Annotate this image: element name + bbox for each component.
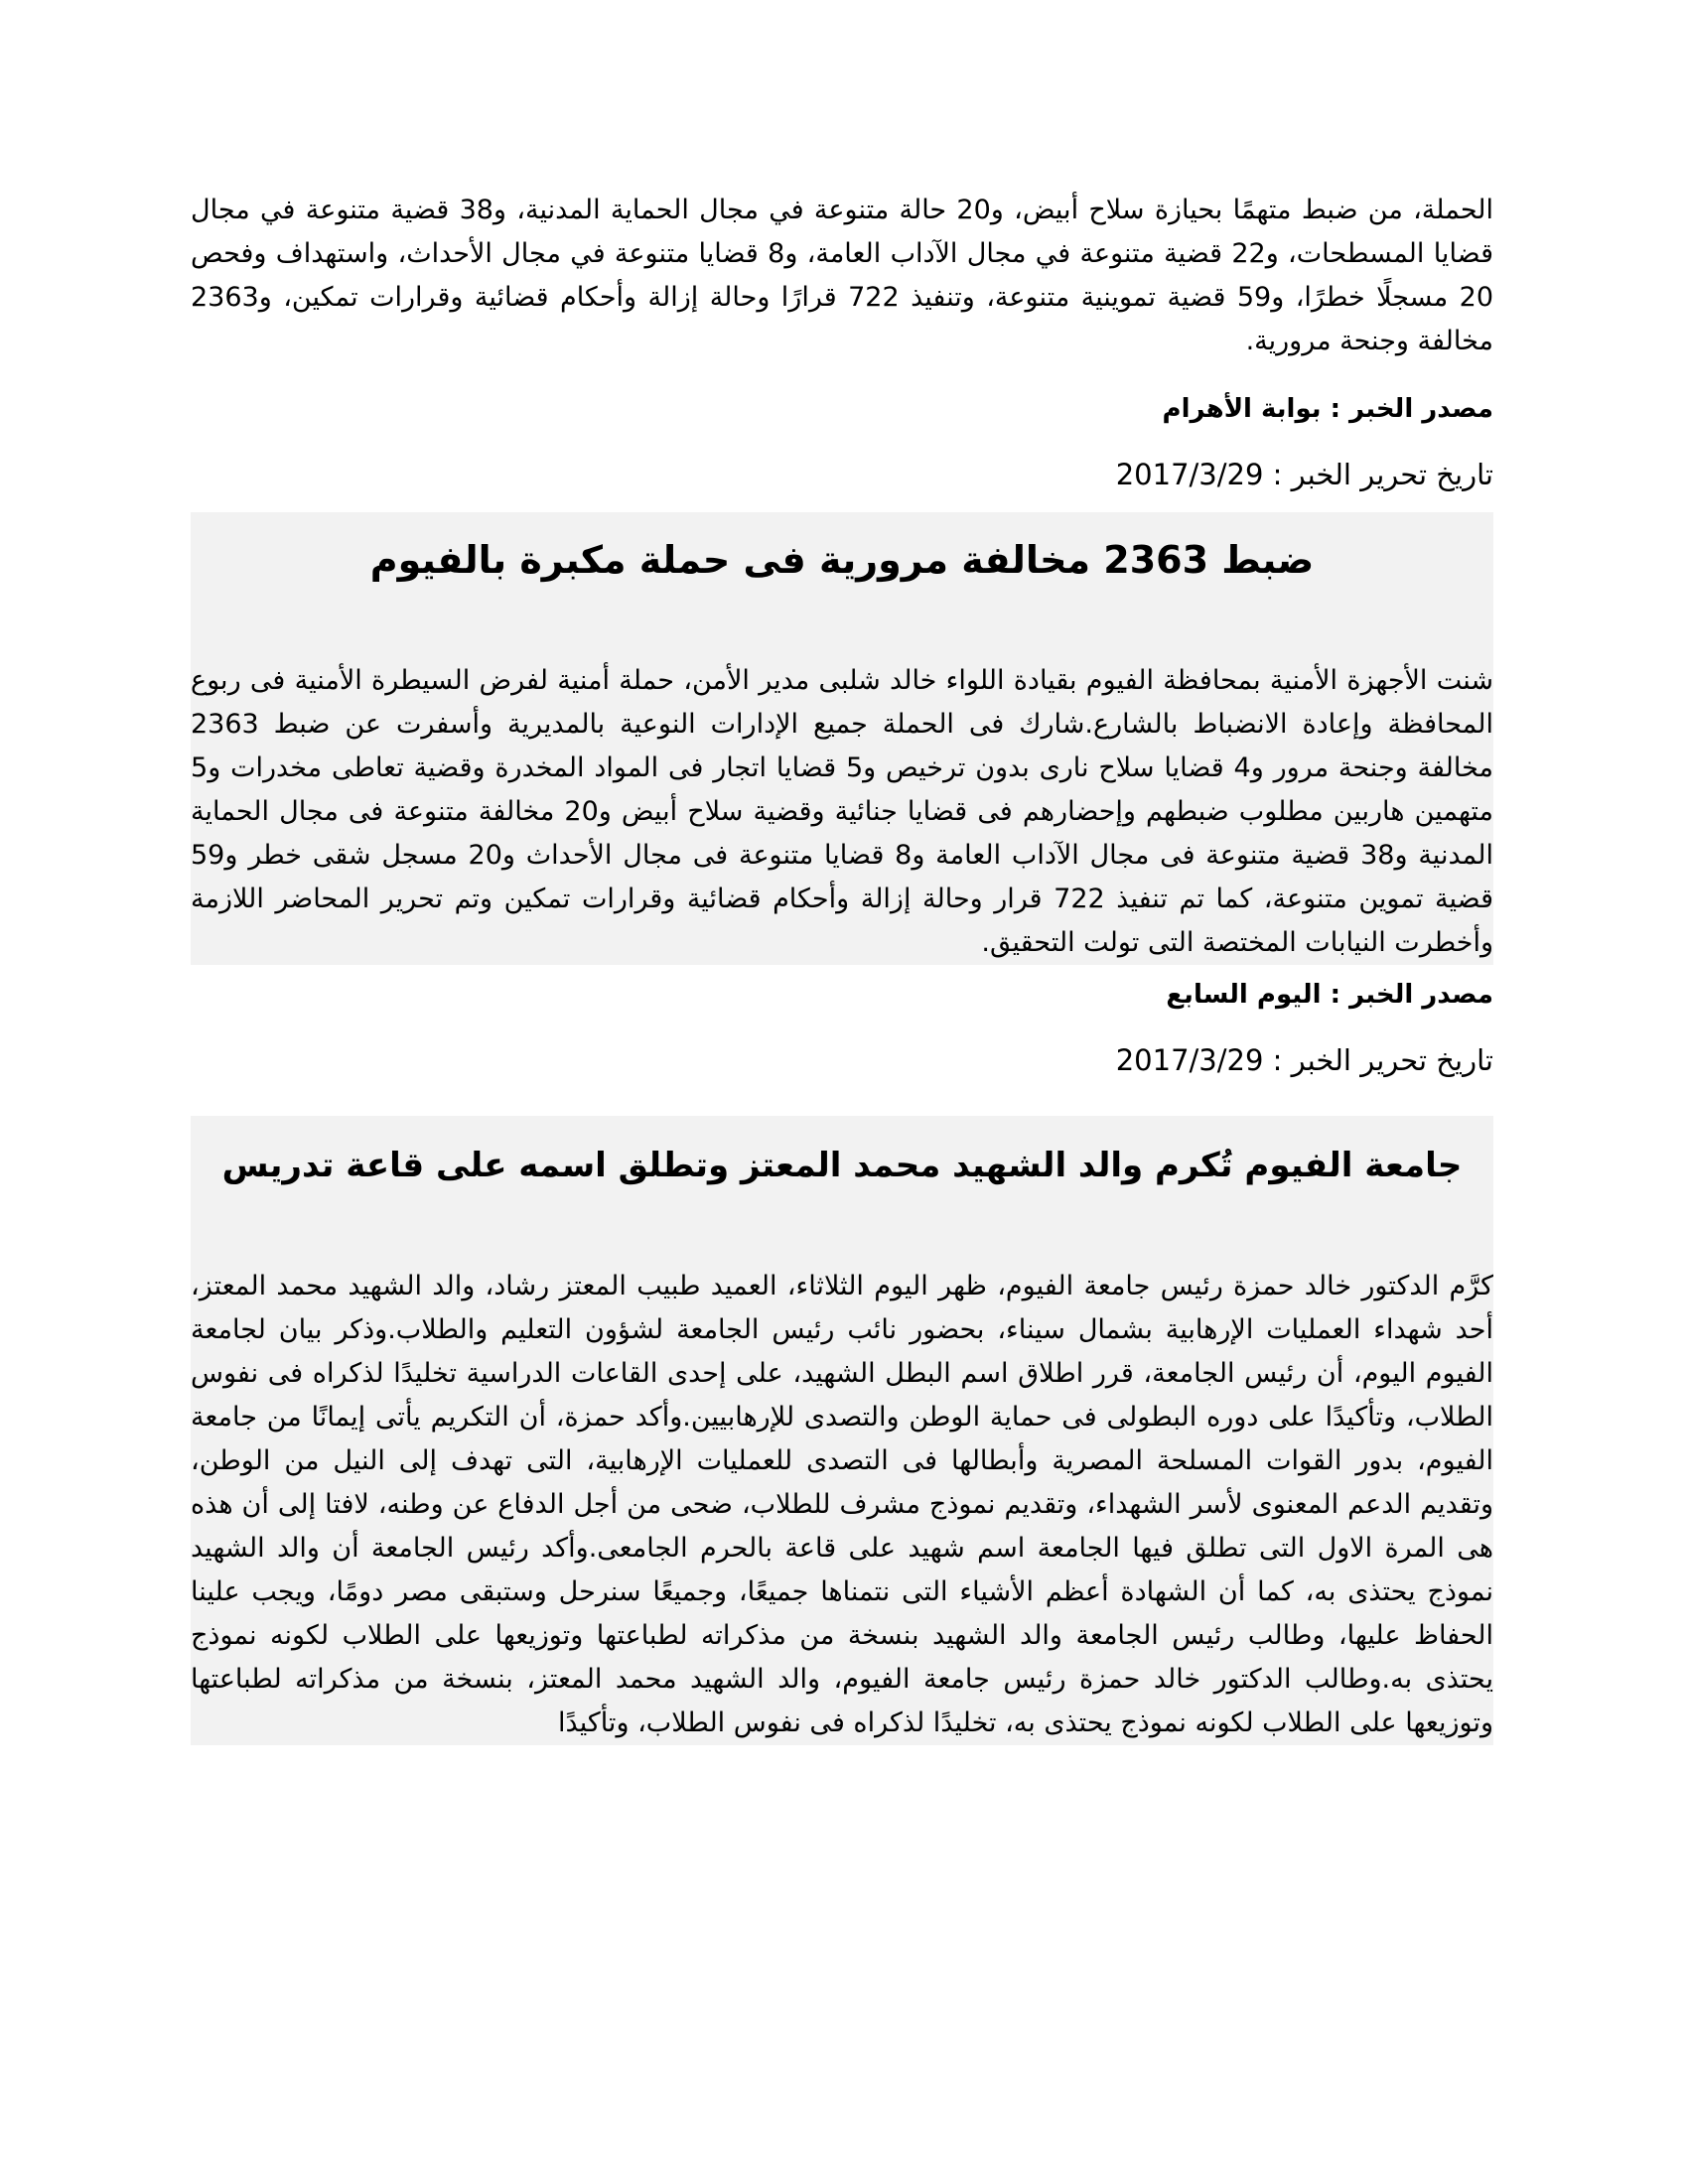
continuation-paragraph: الحملة، من ضبط متهمًا بحيازة سلاح أبيض، و20 حالة متنوعة في مجال الحماية المدنية، و38 قضية متنوعة في مجال قضايا المسطحات، و22 قضية متنوعة في مجال الآداب العامة، و8 قضايا متنوعة في مجال الأحداث، واستهداف وفحص 20 مسجلًا خطرًا، و59 قضية تموينية متنوعة، وتنفيذ 722 قرارًا وحالة إزالة وأحكام قضائية وقرارات تمكين، و2363 مخالفة وجنحة مرورية.	[191, 195, 1493, 356]
previous-article-continuation	[191, 189, 1493, 494]
article-body: كرَّم الدكتور خالد حمزة رئيس جامعة الفيوم، ظهر اليوم الثلاثاء، العميد طبيب المعتز رشاد، والد الشهيد محمد المعتز، أحد شهداء العمليات الإرهابية بشمال سيناء، بحضور نائب رئيس الجامعة لشؤون التعليم والطلاب.وذكر بيان لجامعة الفيوم اليوم، أن رئيس الجامعة، قرر اطلاق اسم البطل الشهيد، على إحدى القاعات الدراسية تخليدًا لذكراه فى نفوس الطلاب، وتأكيدًا على دوره البطولى فى حماية الوطن والتصدى للإرهابيين.وأكد حمزة، أن التكريم يأتى إيمانًا من جامعة الفيوم، بدور القوات المسلحة المصرية وأبطالها فى التصدى للعمليات الإرهابية، التى تهدف إلى النيل من الوطن، وتقديم الدعم المعنوى لأسر الشهداء، وتقديم نموذج مشرف للطلاب، ضحى من أجل الدفاع عن وطنه، لافتا إلى أن هذه هى المرة الاول التى تطلق فيها الجامعة اسم شهيد على قاعة بالحرم الجامعى.وأكد رئيس الجامعة أن والد الشهيد نموذج يحتذى به، كما أن الشهادة أعظم الأشياء التى نتمناها جميعًا، وجميعًا سنرحل وستبقى مصر دومًا، ويجب علينا الحفاظ عليها، وطالب رئيس الجامعة والد الشهيد بنسخة من مذكراته لطباعتها وتوزيعها على الطلاب لكونه نموذج يحتذى به.وطالب الدكتور خالد حمزة رئيس جامعة الفيوم، والد الشهيد محمد المعتز، بنسخة من مذكراته لطباعتها وتوزيعها على الطلاب لكونه نموذج يحتذى به، تخليدًا لذكراه فى نفوس الطلاب، وتأكيدًا	[191, 1271, 1493, 1738]
article-title: جامعة الفيوم تُكرم والد الشهيد محمد المعتز وتطلق اسمه على قاعة تدريس	[221, 1146, 1463, 1185]
article-fayoum-university	[191, 1116, 1493, 1745]
article-traffic-violations	[191, 512, 1493, 965]
news-source: مصدر الخبر : اليوم السابع	[1166, 980, 1493, 1010]
article-body: شنت الأجهزة الأمنية بمحافظة الفيوم بقيادة اللواء خالد شلبى مدير الأمن، حملة أمنية لفرض السيطرة الأمنية فى ربوع المحافظة وإعادة الانضباط بالشارع.شارك فى الحملة جميع الإدارات النوعية بالمديرية وأسفرت عن ضبط 2363 مخالفة وجنحة مرور و4 قضايا سلاح نارى بدون ترخيص و5 قضايا اتجار فى المواد المخدرة وقضية تعاطى مخدرات و5 متهمين هاربين مطلوب ضبطهم وإحضارهم فى قضايا جنائية وقضية سلاح أبيض و20 مخالفة متنوعة فى مجال الحماية المدنية و38 قضية متنوعة فى مجال الآداب العامة و8 قضايا متنوعة فى مجال الأحداث و20 مسجل شقى خطر و59 قضية تموين متنوعة، كما تم تنفيذ 722 قرار وحالة إزالة وأحكام قضائية وقرارات تمكين وتم تحرير المحاضر اللازمة وأخطرت النيابات المختصة التى تولت التحقيق.	[191, 665, 1493, 958]
edit-date: تاريخ تحرير الخبر : 2017/3/29	[1115, 458, 1493, 491]
article-title: ضبط 2363 مخالفة مرورية فى حملة مكبرة بالفيوم	[369, 538, 1315, 582]
news-source: مصدر الخبر : بوابة الأهرام	[1162, 394, 1493, 424]
edit-date: تاريخ تحرير الخبر : 2017/3/29	[1115, 1043, 1493, 1077]
document-page	[191, 189, 1493, 1745]
